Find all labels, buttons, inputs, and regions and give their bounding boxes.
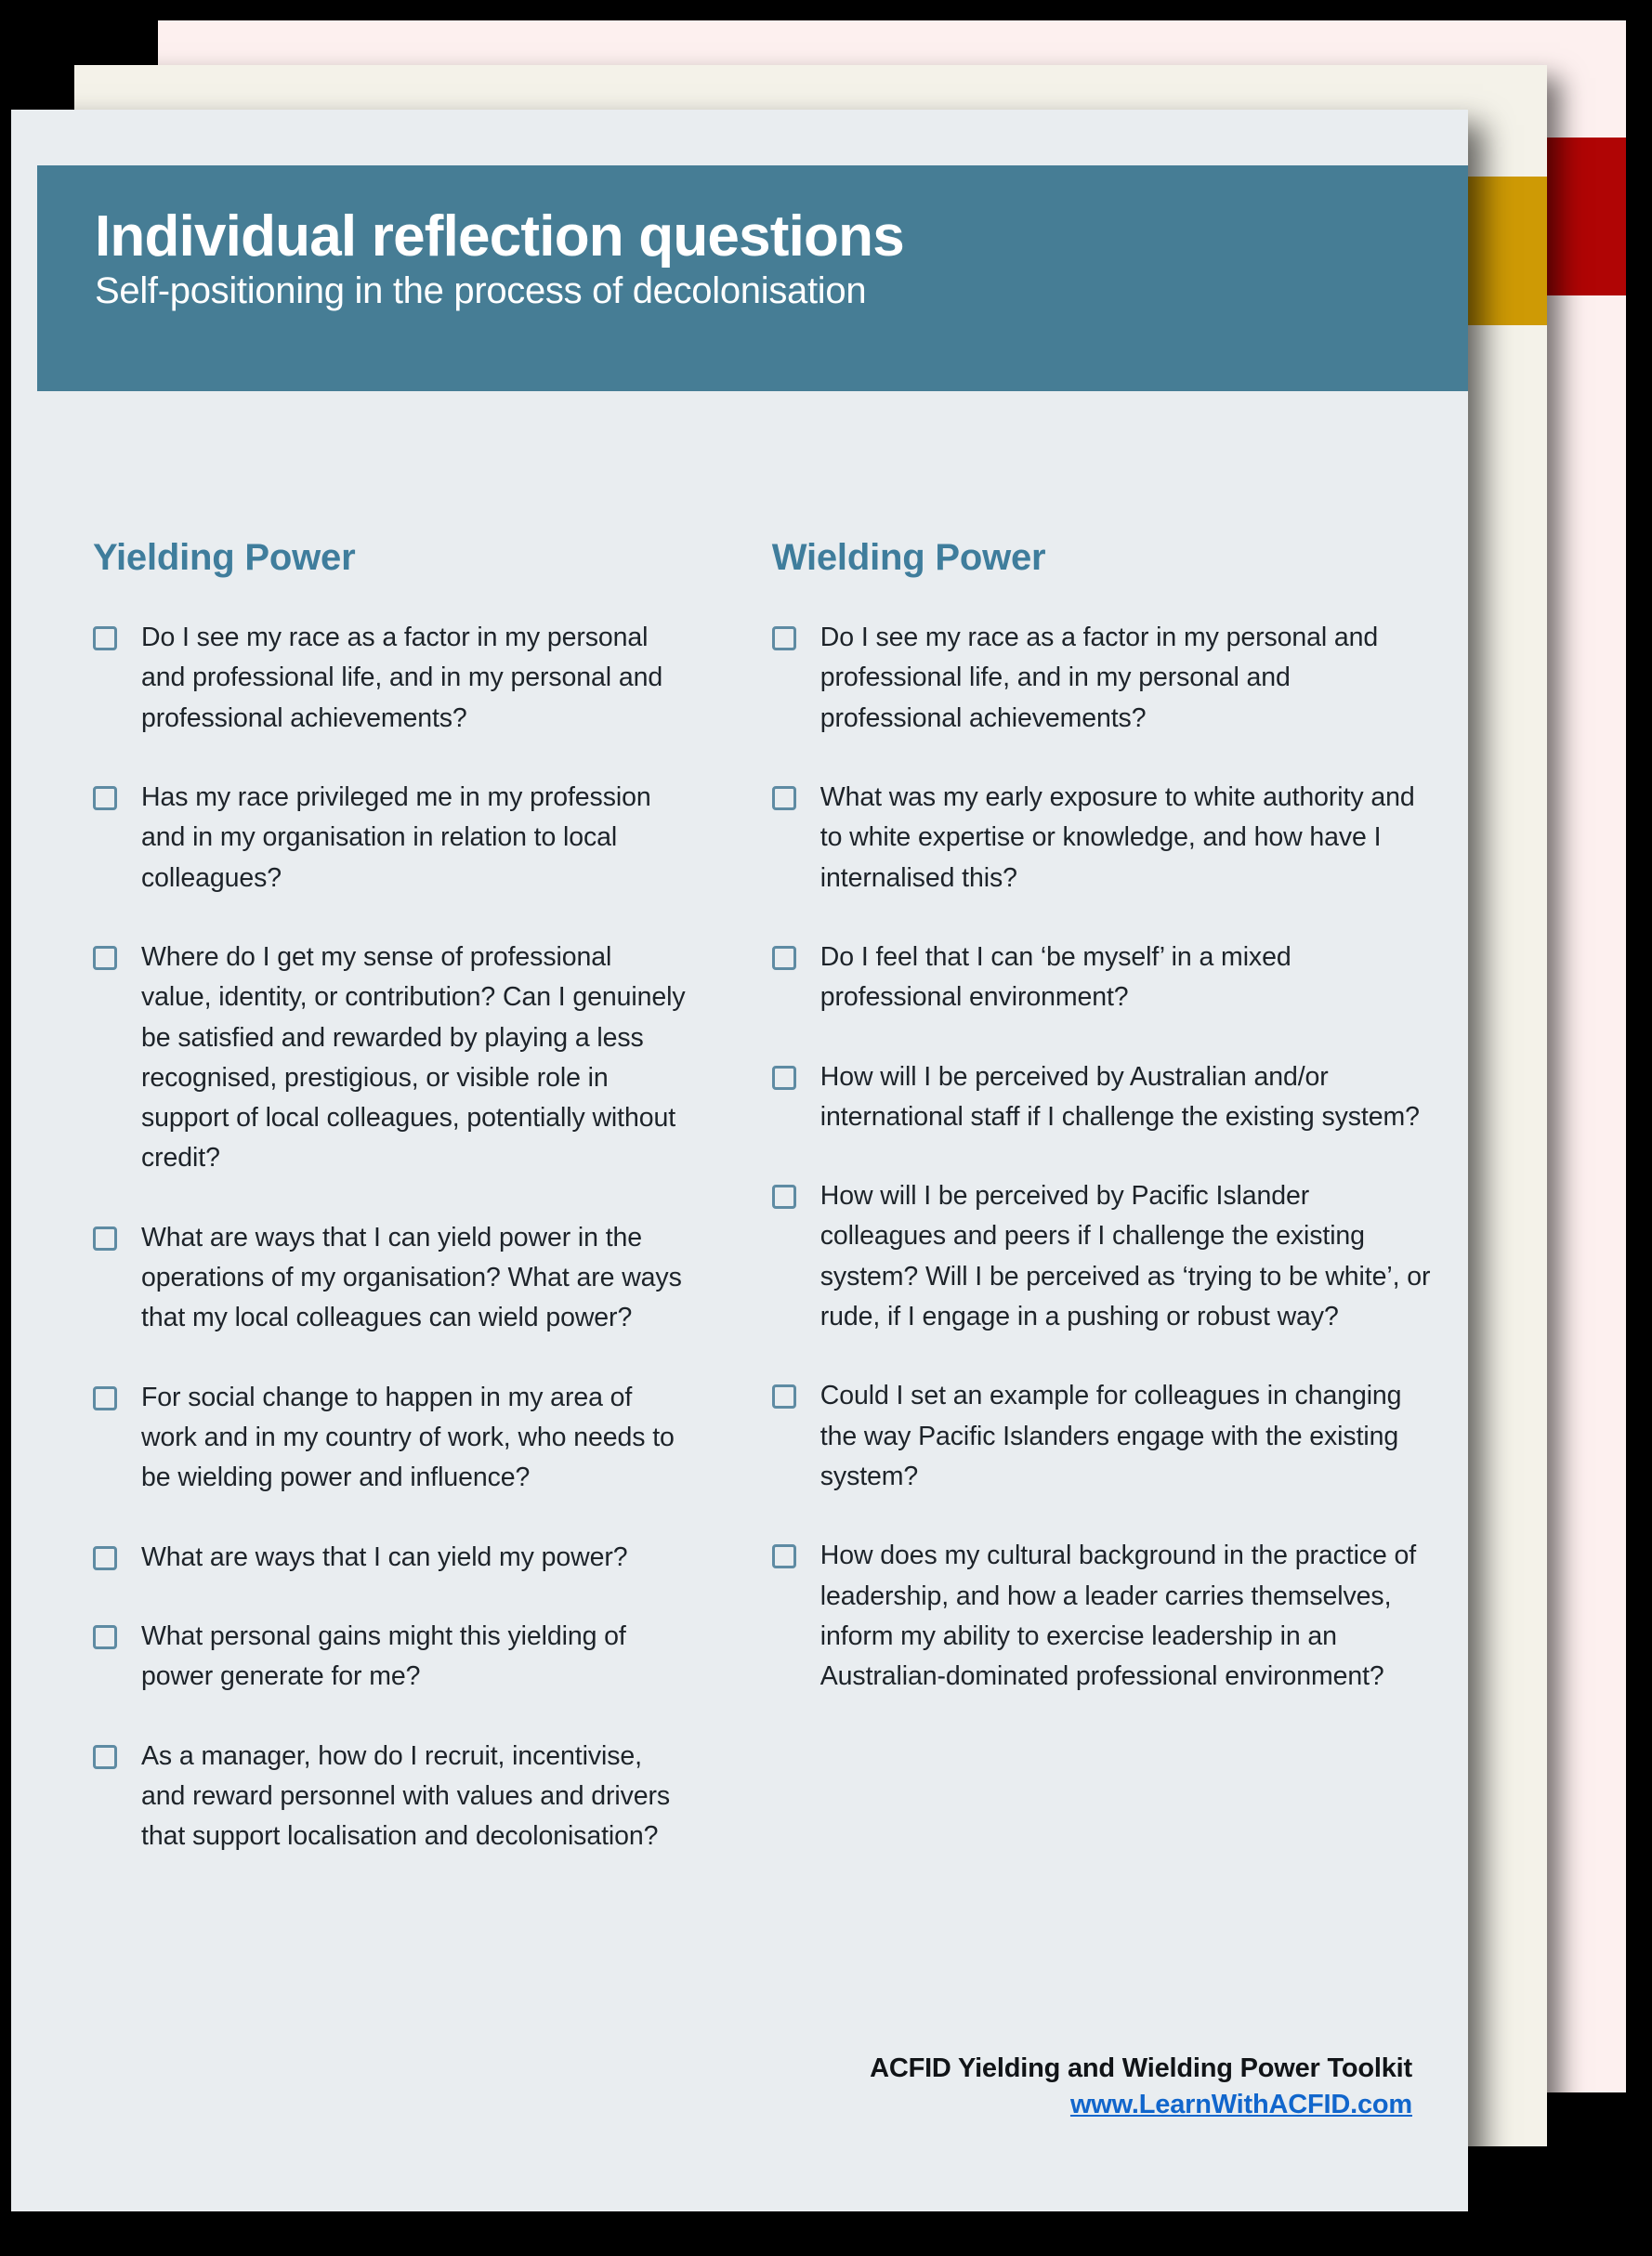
list-item[interactable] <box>93 1737 688 1857</box>
question-columns <box>11 537 1468 1857</box>
list-item[interactable] <box>93 1538 688 1578</box>
checkbox-icon[interactable] <box>93 946 117 970</box>
question-text: What personal gains might this yielding of power generate for me? <box>141 1620 626 1692</box>
list-item[interactable] <box>93 618 688 739</box>
checkbox-icon[interactable] <box>93 1386 117 1410</box>
column-wielding-power <box>763 537 1431 1857</box>
question-text: How will I be perceived by Australian and/or international staff if I challenge the existing system? <box>819 1061 1420 1132</box>
list-item[interactable] <box>772 1176 1431 1337</box>
question-text: What are ways that I can yield my power? <box>141 1541 628 1572</box>
question-list-wielding-power <box>772 618 1431 1698</box>
checkbox-icon[interactable] <box>772 1185 796 1209</box>
checkbox-icon[interactable] <box>93 626 117 650</box>
list-item[interactable] <box>772 938 1431 1018</box>
column-heading-yielding-power: Yielding Power <box>93 537 356 578</box>
checkbox-icon[interactable] <box>772 1384 796 1409</box>
column-heading-wielding-power: Wielding Power <box>771 537 1046 578</box>
list-item[interactable] <box>93 938 688 1179</box>
column-yielding-power <box>93 537 763 1857</box>
checkbox-icon[interactable] <box>93 1546 117 1570</box>
question-text: Do I see my race as a factor in my personal and professional life, and in my personal and professional achievements? <box>819 623 1379 733</box>
question-list-yielding-power <box>93 618 688 1857</box>
checkbox-icon[interactable] <box>772 626 796 650</box>
worksheet-card <box>11 110 1468 2211</box>
list-item[interactable] <box>772 778 1431 898</box>
question-text: As a manager, how do I recruit, incentivise, and reward personnel with values and drivers that support localisation and decolonisation? <box>141 1740 671 1852</box>
toolkit-credit: ACFID Yielding and Wielding Power Toolkit <box>870 2053 1412 2083</box>
checkbox-icon[interactable] <box>93 1625 117 1649</box>
page-title: Individual reflection questions <box>95 204 904 269</box>
checkbox-icon[interactable] <box>772 946 796 970</box>
question-text: Could I set an example for colleagues in changing the way Pacific Islanders engage with the existing system? <box>819 1381 1402 1491</box>
list-item[interactable] <box>93 778 688 898</box>
checkbox-icon[interactable] <box>772 1544 796 1568</box>
question-text: How does my cultural background in the practice of leadership, and how a leader carries themselves, inform my ability to exercise leadership in an Australian-dominated professional environment? <box>819 1541 1417 1692</box>
list-item[interactable] <box>772 1536 1431 1697</box>
question-text: Has my race privileged me in my profession and in my organisation in relation to local colleagues? <box>141 781 651 893</box>
list-item[interactable] <box>93 1218 688 1339</box>
list-item[interactable] <box>772 618 1431 739</box>
question-text: Do I see my race as a factor in my personal and professional life, and in my personal and professional achievements? <box>141 623 663 733</box>
question-text: How will I be perceived by Pacific Islander colleagues and peers if I challenge the existing system? Will I be perceived as ‘trying to be white’, or rude, if I engage in a pushing or robust way? <box>819 1181 1431 1332</box>
checkbox-icon[interactable] <box>772 786 796 810</box>
worksheet-footer <box>870 2053 1412 2120</box>
question-text: Where do I get my sense of professional value, identity, or contribution? Can I genuinely be satisfied and rewarded by playing a less recognised, prestigious, or visible role in support of local colleagues, potentially without credit? <box>141 941 686 1174</box>
list-item[interactable] <box>772 1376 1431 1497</box>
checkbox-icon[interactable] <box>93 1226 117 1251</box>
list-item[interactable] <box>772 1057 1431 1138</box>
worksheet-header <box>37 165 1468 391</box>
question-text: What was my early exposure to white authority and to white expertise or knowledge, and how have I internalised this? <box>819 781 1415 893</box>
list-item[interactable] <box>93 1617 688 1698</box>
page-subtitle: Self-positioning in the process of decolonisation <box>95 270 867 311</box>
question-text: What are ways that I can yield power in the operations of my organisation? What are ways that my local colleagues can wield power? <box>141 1222 682 1333</box>
website-link[interactable]: www.LearnWithACFID.com <box>1069 2090 1412 2119</box>
list-item[interactable] <box>93 1378 688 1499</box>
checkbox-icon[interactable] <box>772 1066 796 1090</box>
question-text: Do I feel that I can ‘be myself’ in a mixed professional environment? <box>819 941 1291 1013</box>
checkbox-icon[interactable] <box>93 786 117 810</box>
checkbox-icon[interactable] <box>93 1745 117 1769</box>
question-text: For social change to happen in my area of work and in my country of work, who needs to be wielding power and influence? <box>141 1382 675 1493</box>
